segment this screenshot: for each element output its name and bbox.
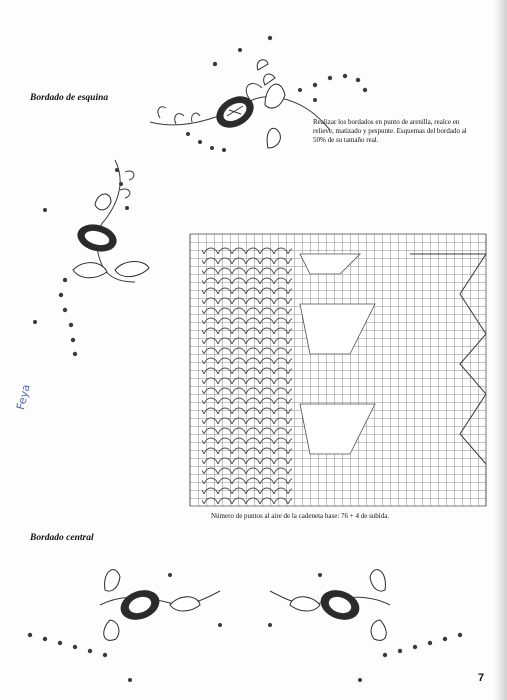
flower-motif-icon xyxy=(211,90,260,134)
instructions-text: Realizar los bordados en punto de arenilla, realce en relieve, matizado y pespunte. Esquemas del bordado al 50% de su tamaño real. xyxy=(313,118,467,144)
central-flower-motif xyxy=(20,555,470,695)
corner-flower-motif-left xyxy=(25,150,165,360)
heading-central-embroidery: Bordado central xyxy=(30,533,94,543)
chart-caption: Número de puntos al aire de la cadeneta base: 76 + 4 de subida. xyxy=(211,512,390,520)
flower-motif-icon xyxy=(316,585,363,625)
flower-motif-icon xyxy=(74,220,119,255)
handwritten-note: Feya xyxy=(14,383,33,412)
flower-motif-icon xyxy=(116,585,163,625)
page-edge xyxy=(493,0,507,700)
page-number: 7 xyxy=(478,672,485,684)
filet-crochet-chart xyxy=(190,234,486,506)
heading-corner-embroidery: Bordado de esquina xyxy=(30,93,109,103)
corner-flower-motif-top xyxy=(140,30,370,170)
